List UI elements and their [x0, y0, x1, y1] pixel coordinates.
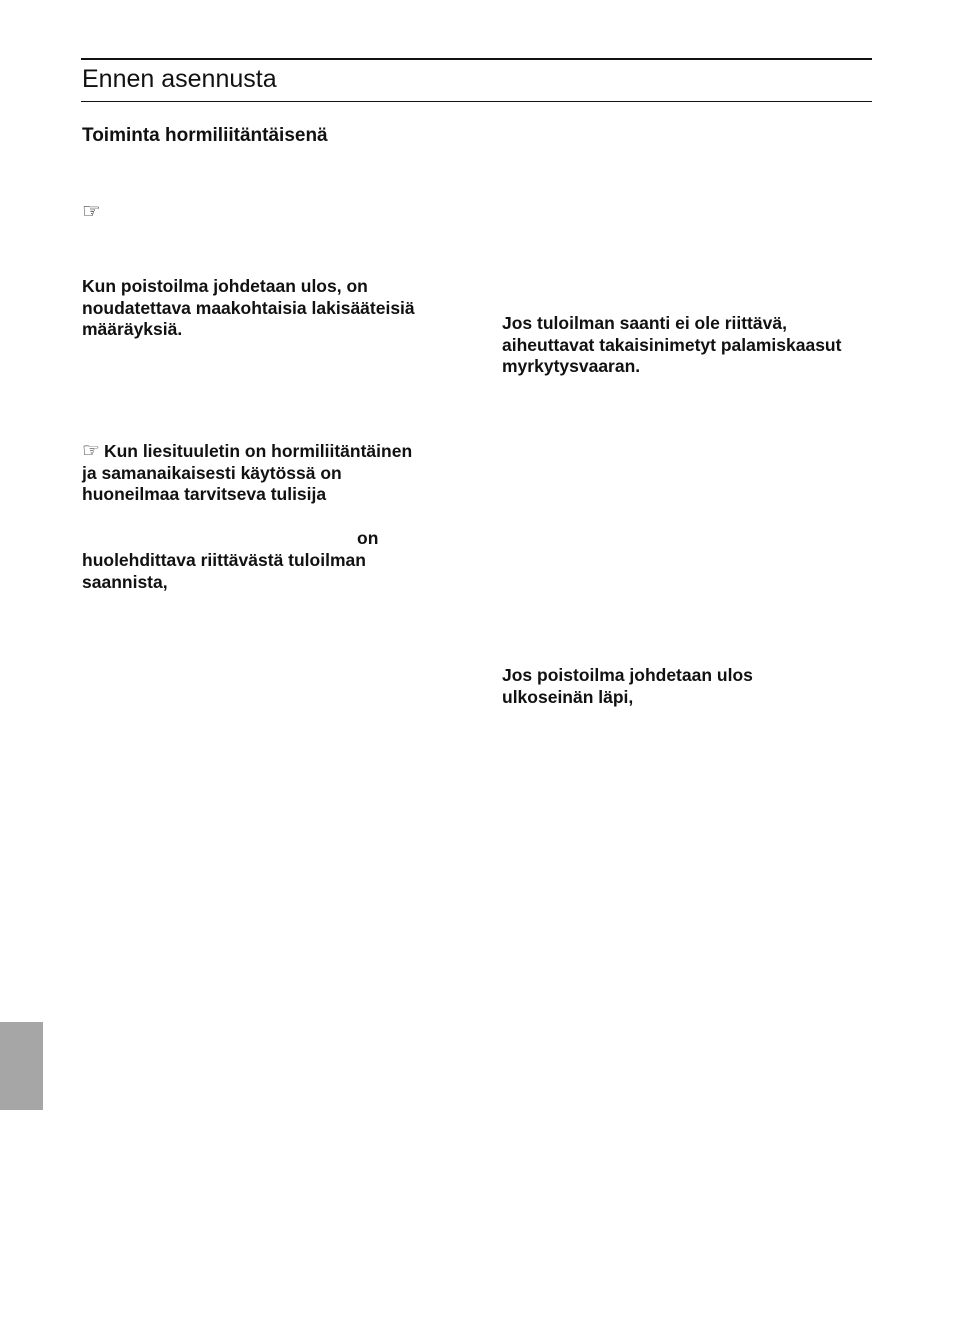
section-heading: Toiminta hormiliitäntäisenä [82, 125, 328, 146]
left-paragraph-supply-air: huolehdittava riittävästä tuloilman saannista, [82, 550, 366, 592]
header-rule-top [81, 58, 872, 60]
left-paragraph-fireplace [82, 441, 412, 506]
left-paragraph-regulations: Kun poistoilma johdetaan ulos, on noudatettava maakohtaisia lakisääteisiä määräyksiä. [82, 276, 415, 339]
header-rule-bottom [81, 101, 872, 102]
right-paragraph-outer-wall: Jos poistoilma johdetaan ulos ulkoseinän läpi, [502, 665, 753, 707]
fireplace-note-text: Kun liesituuletin on hormiliitäntäinen ja samanaikaisesti käytössä on huoneilmaa tarvitseva tulisija [82, 441, 413, 504]
page-title: Ennen asennusta [82, 65, 277, 93]
left-paragraph-on: on [357, 528, 379, 548]
pointing-hand-icon: ☞ [82, 200, 101, 223]
language-tab-marker [0, 1022, 43, 1110]
right-paragraph-poisoning: Jos tuloilman saanti ei ole riittävä, aiheuttavat takaisinimetyt palamiskaasut myrkytysvaaran. [502, 313, 842, 376]
pointing-hand-icon: ☞ [82, 440, 100, 462]
